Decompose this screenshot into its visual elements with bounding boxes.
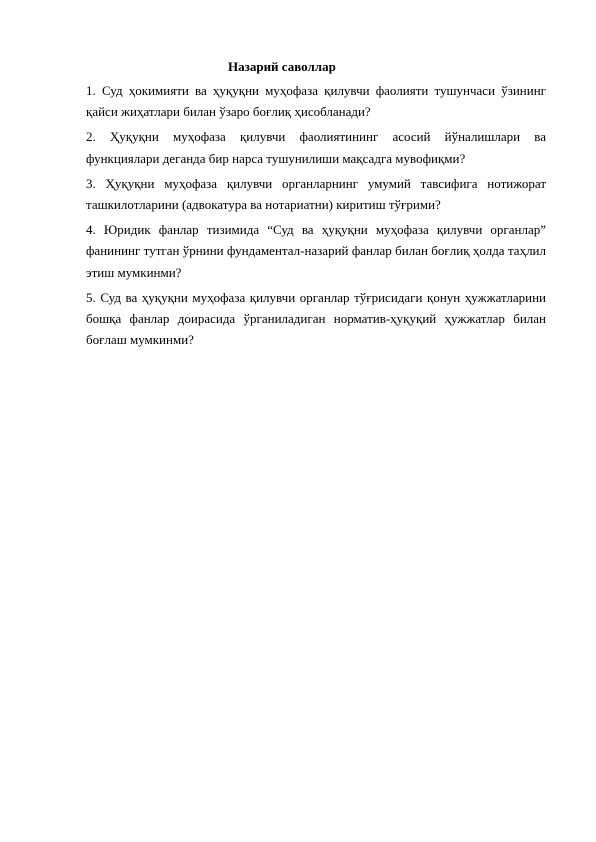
question-item [86,80,546,122]
question-item [86,173,546,215]
question-text: Ҳуқуқни муҳофаза қилувчи фаолиятининг асосий йўналишлари ва функциялари деганда бир нарса тушунилиши мақсадга мувофиқми? [86,129,547,166]
question-text: Суд ва ҳуқуқни муҳофаза қилувчи органлар тўғрисидаги қонун ҳужжатларини бошқа фанлар доирасида ўрганиладиган норматив-ҳуқуқий ҳужжатлар билан боғлаш мумкинми? [86,289,547,348]
question-text: Суд ҳокимияти ва ҳуқуқни муҳофаза қилувчи фаолияти тушунчаси ўзининг қайси жиҳатлари билан ўзаро боғлиқ ҳисобланади? [86,83,546,120]
question-item [86,219,546,283]
question-number: 4. [86,222,96,238]
page-title: Назарий саволлар [228,59,336,74]
question-number: 3. [86,175,96,191]
question-number: 1. [86,83,96,98]
question-item [86,287,546,351]
question-number: 5. [86,289,96,305]
questions-list [86,80,546,354]
question-number: 2. [86,129,96,145]
question-item [86,126,546,168]
question-text: Юридик фанлар тизимида “Суд ва ҳуқуқни муҳофаза қилувчи органлар” фанининг тутган ўрнини фундаментал-назарий фанлар билан боғлиқ ҳолда таҳлил этиш мумкинми? [86,222,547,280]
question-text: Ҳуқуқни муҳофаза қилувчи органларнинг умумий тавсифига нотижорат ташкилотларини (адвокатура ва нотариатни) киритиш тўғрими? [86,175,546,213]
